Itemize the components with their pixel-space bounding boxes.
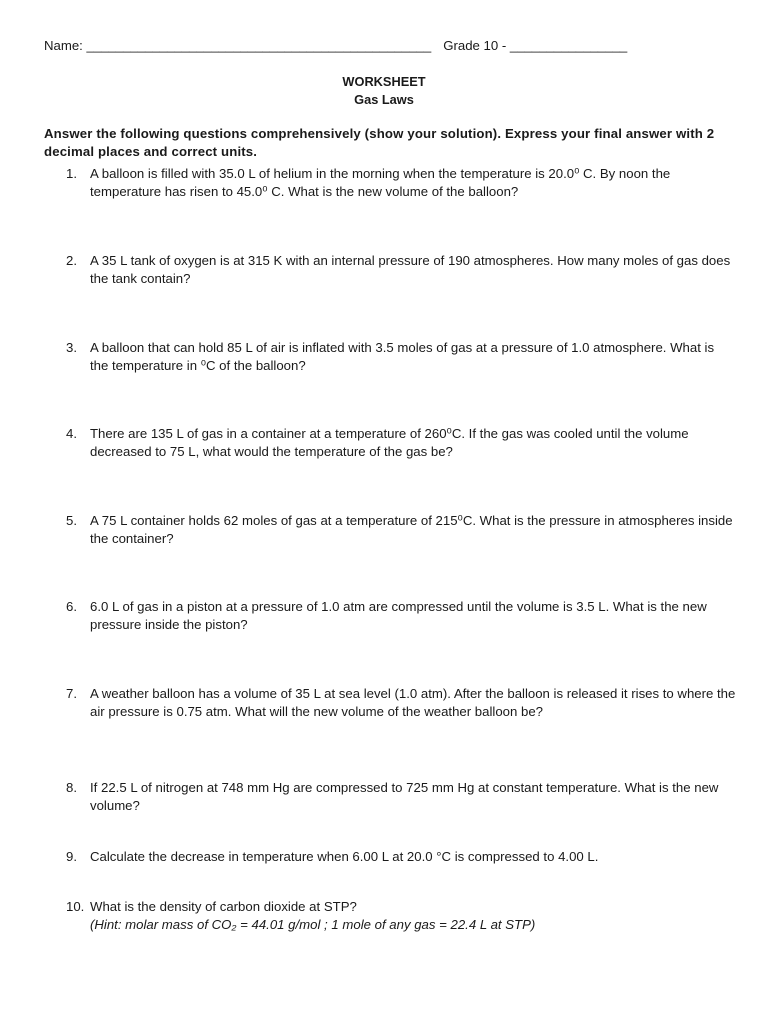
question-7 bbox=[66, 685, 736, 722]
question-1 bbox=[66, 165, 736, 202]
worksheet-titles bbox=[0, 73, 768, 109]
question-hint: (Hint: molar mass of CO₂ = 44.01 g/mol ; 1 mole of any gas = 22.4 L at STP) bbox=[90, 917, 536, 933]
question-text: 6.0 L of gas in a piston at a pressure of 1.0 atm are compressed until the volume is 3.5 L. What is the new pressure inside the piston? bbox=[90, 599, 707, 633]
question-text: A balloon that can hold 85 L of air is inflated with 3.5 moles of gas at a pressure of 1.0 atmosphere. What is the temperature in ⁰C of the balloon? bbox=[90, 340, 715, 374]
question-3 bbox=[66, 339, 736, 376]
question-4 bbox=[66, 425, 736, 462]
question-number: 4. bbox=[66, 426, 77, 441]
question-number: 10. bbox=[66, 899, 85, 914]
question-6 bbox=[66, 598, 736, 635]
student-info-line bbox=[44, 38, 734, 53]
question-text: A 75 L container holds 62 moles of gas at a temperature of 215⁰C. What is the pressure in atmospheres inside the container? bbox=[90, 513, 733, 547]
question-number: 9. bbox=[66, 849, 77, 864]
question-9 bbox=[66, 848, 736, 866]
question-text bbox=[90, 898, 736, 935]
question-number: 6. bbox=[66, 599, 77, 614]
question-number: 7. bbox=[66, 686, 77, 701]
question-text: There are 135 L of gas in a container at a temperature of 260⁰C. If the gas was cooled until the volume decreased to 75 L, what would the temperature of the gas be? bbox=[90, 426, 689, 460]
worksheet-title: WORKSHEET bbox=[342, 74, 426, 89]
question-5 bbox=[66, 512, 736, 549]
question-text: A 35 L tank of oxygen is at 315 K with an internal pressure of 190 atmospheres. How many moles of gas does the tank contain? bbox=[90, 253, 731, 287]
question-number: 5. bbox=[66, 513, 77, 528]
instructions-text: Answer the following questions comprehensively (show your solution). Express your final answer with 2 decimal places and correct units. bbox=[44, 126, 715, 159]
question-main-text: What is the density of carbon dioxide at STP? bbox=[90, 899, 357, 914]
worksheet-subject: Gas Laws bbox=[354, 92, 414, 107]
question-number: 2. bbox=[66, 253, 77, 268]
question-text: If 22.5 L of nitrogen at 748 mm Hg are compressed to 725 mm Hg at constant temperature. What is the new volume? bbox=[90, 780, 719, 814]
grade-field-label: Grade 10 - ________________ bbox=[443, 38, 628, 53]
question-number: 3. bbox=[66, 340, 77, 355]
question-8 bbox=[66, 779, 736, 816]
question-text: Calculate the decrease in temperature when 6.00 L at 20.0 °C is compressed to 4.00 L. bbox=[90, 849, 599, 864]
question-text: A balloon is filled with 35.0 L of helium in the morning when the temperature is 20.0⁰ C. By noon the temperature has risen to 45.0⁰ C. What is the new volume of the balloon? bbox=[90, 166, 671, 200]
question-number: 1. bbox=[66, 166, 77, 181]
question-text: A weather balloon has a volume of 35 L at sea level (1.0 atm). After the balloon is released it rises to where the air pressure is 0.75 atm. What will the new volume of the weather balloon be? bbox=[90, 686, 736, 720]
question-10 bbox=[66, 898, 736, 935]
question-2 bbox=[66, 252, 736, 289]
name-field-label: Name: _______________________________________________ bbox=[44, 38, 432, 53]
question-number: 8. bbox=[66, 780, 77, 795]
